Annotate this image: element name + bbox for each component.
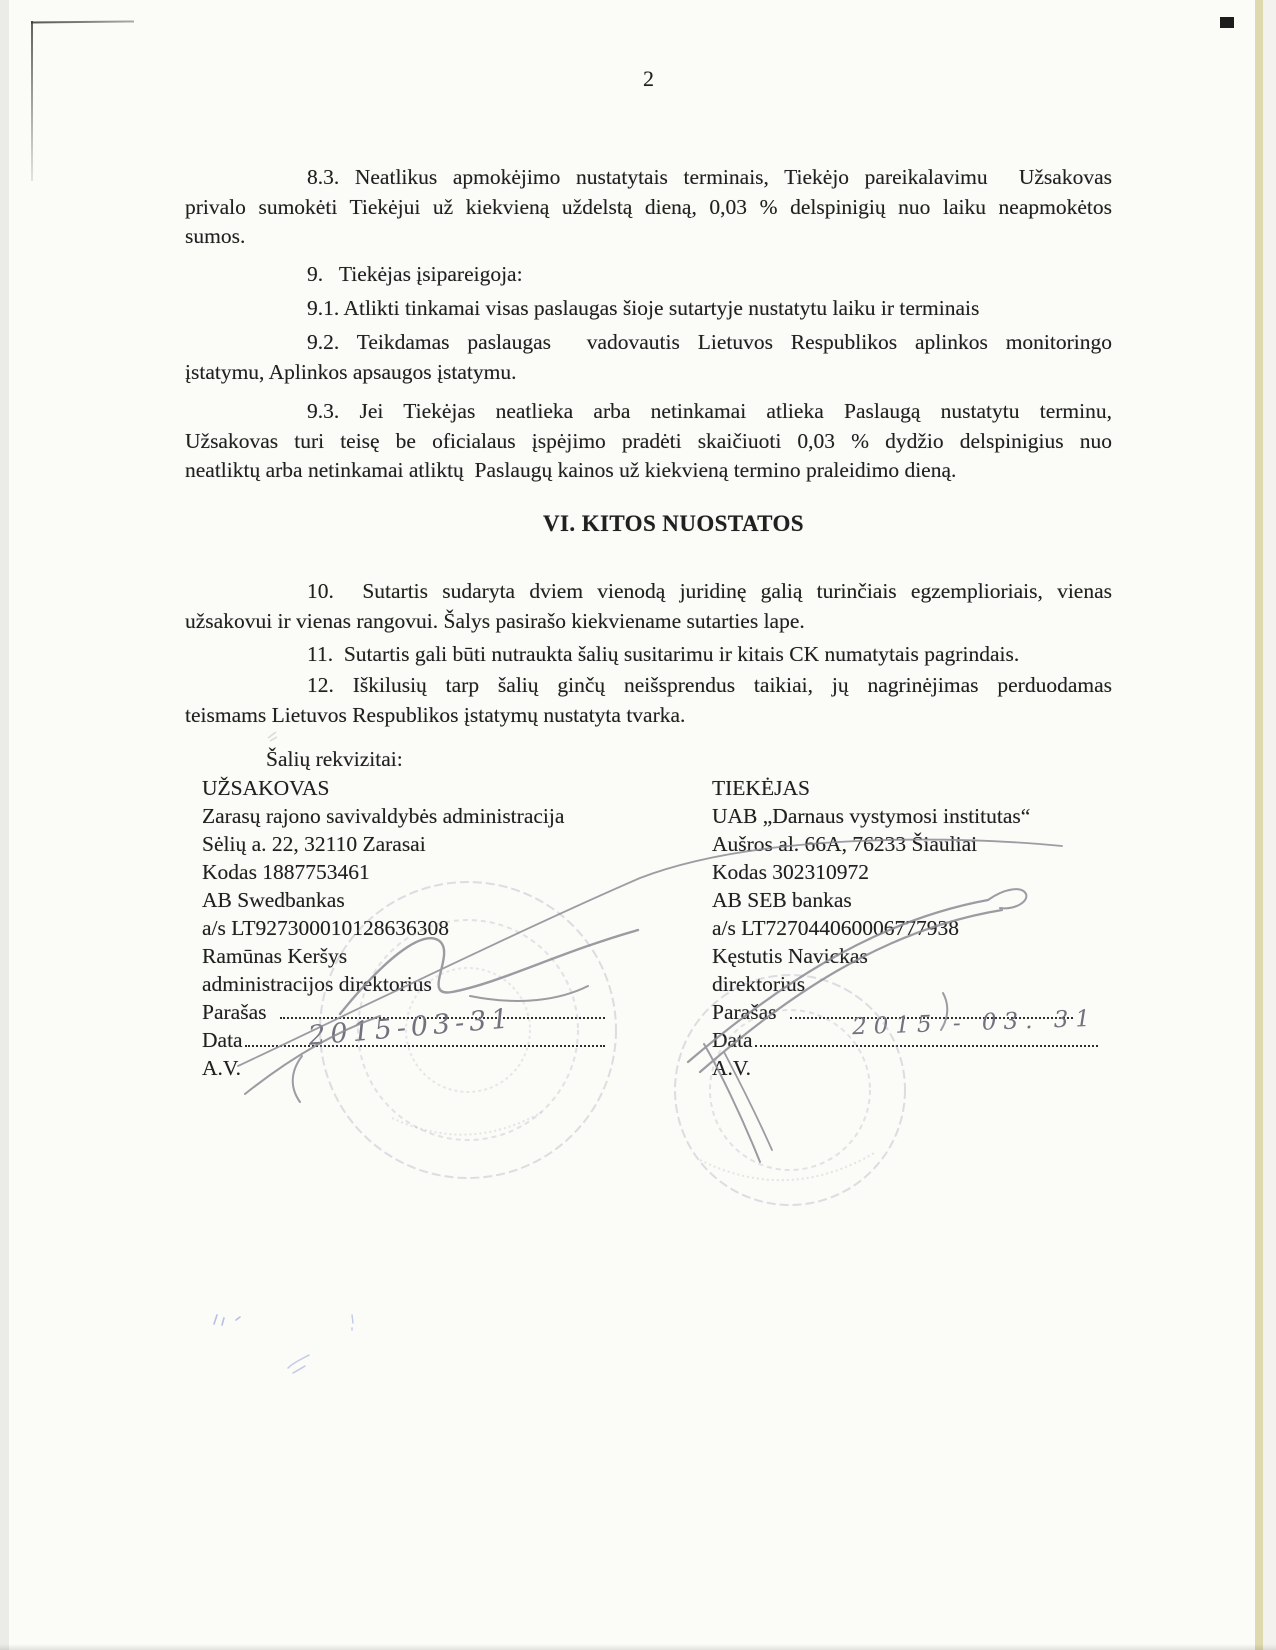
seal-label: A.V.	[202, 1056, 242, 1080]
signature-label: Parašas	[712, 1000, 777, 1024]
paragraph-9-1	[185, 294, 1112, 324]
party-signer: Ramūnas Keršys	[202, 944, 348, 968]
paragraph-9	[185, 260, 1112, 290]
text-line: sumos.	[185, 224, 246, 248]
corner-crop-mark-horizontal	[31, 20, 134, 23]
party-address: Sėlių a. 22, 32110 Zarasai	[202, 832, 426, 856]
corner-crop-mark-vertical	[31, 21, 33, 181]
party-name: UAB „Darnaus vystymosi institutas“	[712, 804, 1031, 828]
party-name: Zarasų rajono savivaldybės administracija	[202, 804, 565, 828]
handwritten-date-supplier: 2015 - 03. 31	[851, 1005, 1098, 1041]
paragraph-8-3	[185, 163, 1112, 252]
handwritten-date-buyer: 2015-03-31	[307, 1003, 515, 1052]
party-bank: AB SEB bankas	[712, 888, 852, 912]
text-line: Užsakovas turi teisę be oficialaus įspėjimo pradėti skaičiuoti 0,03 % dydžio delspinigius nuo	[185, 428, 1112, 453]
party-bank: AB Swedbankas	[202, 888, 345, 912]
party-signer-title: administracijos direktorius	[202, 972, 432, 996]
text-line: teismams Lietuvos Respublikos įstatymų nustatyta tvarka.	[185, 702, 686, 727]
text-line: 9. Tiekėjas įsipareigoja:	[307, 262, 523, 286]
registration-mark-square	[1220, 17, 1234, 28]
section-heading: VI. KITOS NUOSTATOS	[543, 511, 804, 536]
party-code: Kodas 302310972	[712, 860, 870, 884]
paragraph-9-2	[185, 328, 1112, 387]
party-signer: Kęstutis Navickas	[712, 944, 868, 968]
page-number: 2	[643, 66, 654, 91]
text-line: užsakovui ir vienas rangovui. Šalys pasirašo kiekviename sutarties lape.	[185, 608, 805, 633]
seal-label: A.V.	[712, 1056, 752, 1080]
text-line: 10. Sutartis sudaryta dviem vienodą juridinę galią turinčiais egzemplioriais, vienas	[307, 579, 1112, 603]
signature-label: Parašas	[202, 1000, 267, 1024]
dotted-line	[755, 1045, 1098, 1047]
party-role: TIEKĖJAS	[712, 776, 810, 800]
requisites-label: Šalių rekvizitai:	[266, 747, 403, 771]
paragraph-10	[185, 577, 1112, 636]
pencil-marks	[214, 1315, 353, 1373]
scan-edge-right	[1255, 0, 1263, 1650]
text-line: 9.3. Jei Tiekėjas neatlieka arba netinkamai atlieka Paslaugą nustatytu terminu,	[307, 399, 1112, 423]
scan-smudge	[268, 732, 277, 741]
text-line: įstatymu, Aplinkos apsaugos įstatymu.	[185, 359, 517, 384]
text-line: neatliktų arba netinkamai atliktų Paslaugų kainos už kiekvieną termino praleidimo dieną.	[185, 458, 957, 482]
paragraph-12	[185, 671, 1112, 730]
text-line: 9.2. Teikdamas paslaugas vadovautis Lietuvos Respublikos aplinkos monitoringo	[307, 330, 1112, 354]
dotted-line	[245, 1045, 605, 1047]
date-label: Data	[712, 1028, 753, 1052]
text-line: 11. Sutartis gali būti nutraukta šalių susitarimu ir kitais CK numatytais pagrindais.	[307, 642, 1020, 666]
party-account: a/s LT727044060006777938	[712, 916, 960, 940]
scan-edge-bottom	[0, 1644, 1276, 1650]
text-line: 9.1. Atlikti tinkamai visas paslaugas šioje sutartyje nustatytu laiku ir terminais	[307, 296, 980, 320]
text-line: 8.3. Neatlikus apmokėjimo nustatytais terminais, Tiekėjo pareikalavimu Užsakovas	[307, 165, 1112, 189]
text-line: 12. Iškilusių tarp šalių ginčų neišsprendus taikiai, jų nagrinėjimas perduodamas	[307, 673, 1112, 697]
party-address: Aušros al. 66A, 76233 Šiauliai	[712, 832, 978, 856]
party-signer-title: direktorius	[712, 972, 806, 996]
scan-edge-left	[0, 0, 9, 1650]
text-line: privalo sumokėti Tiekėjui už kiekvieną uždelstą dieną, 0,03 % delspinigių nuo laiku neapmokėtos	[185, 194, 1112, 219]
paragraph-9-3	[185, 397, 1112, 486]
party-account: a/s LT927300010128636308	[202, 916, 450, 940]
party-role: UŽSAKOVAS	[202, 776, 330, 800]
party-code: Kodas 1887753461	[202, 860, 370, 884]
paragraph-11	[185, 640, 1112, 670]
date-label: Data	[202, 1028, 243, 1052]
scan-edge-right-outer	[1263, 0, 1276, 1650]
